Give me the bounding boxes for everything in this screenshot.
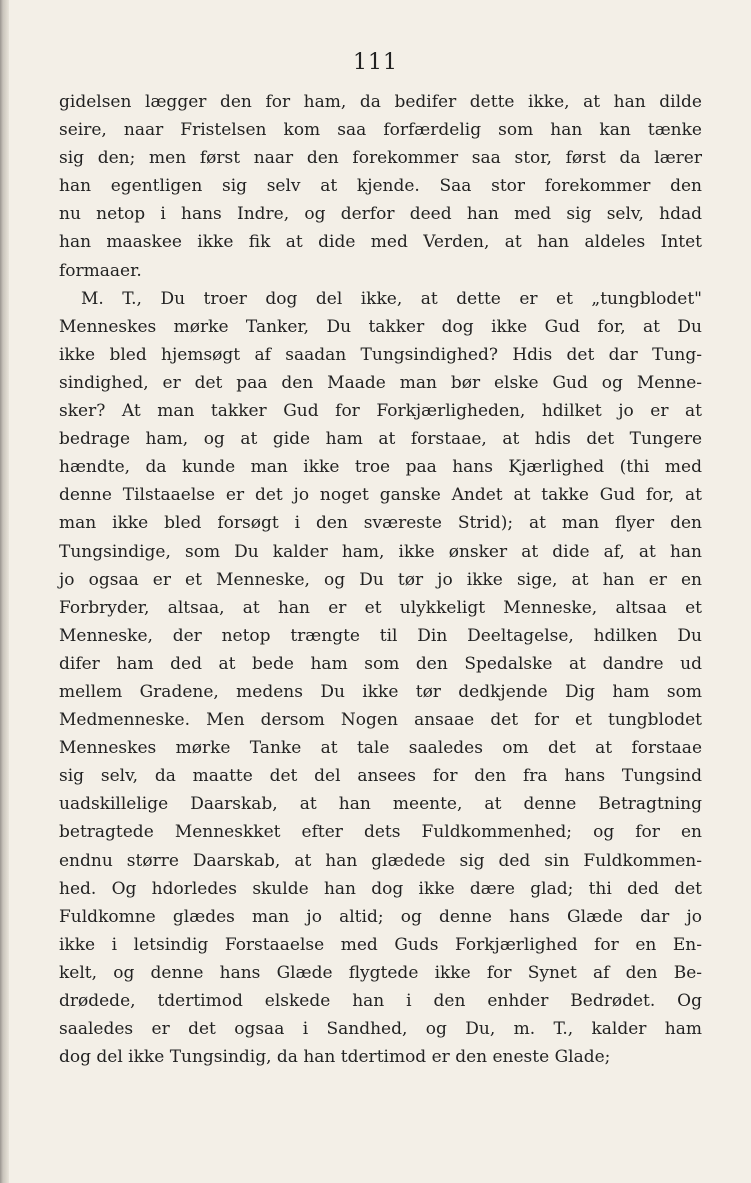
text-line: sig selv, da maatte det del ansees for den fra hans Tungsind	[59, 766, 702, 787]
text-line: sig den; men først naar den forekommer saa stor, først da lærer	[59, 148, 702, 169]
text-line: Medmenneske. Men dersom Nogen ansaae det for et tungblodet	[59, 710, 702, 731]
text-line: betragtede Menneskket efter dets Fuldkommenhed; og for en	[59, 822, 702, 843]
text-line: han egentligen sig selv at kjende. Saa stor forekommer den	[59, 176, 702, 197]
text-line: dog del ikke Tungsindig, da han tdertimod er den eneste Glade;	[59, 1047, 611, 1068]
text-line: jo ogsaa er et Menneske, og Du tør jo ikke sige, at han er en	[59, 569, 702, 590]
text-line: sker? At man takker Gud for Forkjærligheden, hdilket jo er at	[59, 401, 702, 422]
page-number: 111	[353, 50, 398, 75]
text-line: han maaskee ikke fik at dide med Verden, at han aldeles Intet	[59, 232, 702, 253]
text-line: seire, naar Fristelsen kom saa forfærdelig som han kan tænke	[59, 120, 702, 141]
text-line: mellem Gradene, medens Du ikke tør dedkjende Dig ham som	[59, 681, 702, 702]
text-line: man ikke bled forsøgt i den sværeste Strid); at man flyer den	[59, 513, 702, 534]
text-line: drødede, tdertimod elskede han i den enhder Bedrødet. Og	[59, 991, 702, 1011]
text-line: uadskillelige Daarskab, at han meente, at denne Betragtning	[59, 794, 702, 815]
text-line: formaaer.	[59, 260, 142, 281]
text-line: hændte, da kunde man ikke troe paa hans Kjærlighed (thi med	[59, 457, 702, 478]
text-line: kelt, og denne hans Glæde flygtede ikke for Synet af den Be-	[59, 962, 702, 983]
text-line: denne Tilstaaelse er det jo noget ganske Andet at takke Gud for, at	[59, 485, 702, 506]
text-line: Forbryder, altsaa, at han er et ulykkeligt Menneske, altsaa et	[59, 597, 702, 618]
text-line: nu netop i hans Indre, og derfor deed han med sig selv, hdad	[59, 204, 702, 225]
text-line: difer ham ded at bede ham som den Spedalske at dandre ud	[59, 653, 702, 674]
text-line: hed. Og hdorledes skulde han dog ikke dære glad; thi ded det	[59, 878, 702, 899]
text-line: Menneske, der netop trængte til Din Deeltagelse, hdilken Du	[59, 625, 702, 646]
text-line: Menneskes mørke Tanker, Du takker dog ikke Gud for, at Du	[59, 316, 702, 337]
page-edge-shadow	[0, 0, 9, 1183]
text-line: ikke i letsindig Forstaaelse med Guds Forkjærlighed for en En-	[59, 934, 702, 955]
text-line: ikke bled hjemsøgt af saadan Tungsindighed? Hdis det dar Tung-	[59, 344, 702, 365]
text-line: gidelsen lægger den for ham, da bedifer dette ikke, at han dilde	[59, 92, 702, 112]
text-line: saaledes er det ogsaa i Sandhed, og Du, m. T., kalder ham	[59, 1019, 702, 1040]
text-line: M. T., Du troer dog del ikke, at dette er et „tungblodet"	[81, 288, 702, 309]
text-line: endnu større Daarskab, at han glædede sig ded sin Fuldkommen-	[59, 850, 702, 871]
text-line: sindighed, er det paa den Maade man bør elske Gud og Menne-	[59, 372, 702, 393]
text-line: Fuldkomne glædes man jo altid; og denne hans Glæde dar jo	[59, 906, 702, 927]
text-line: Menneskes mørke Tanke at tale saaledes om det at forstaae	[59, 738, 702, 759]
body-text	[59, 88, 702, 1071]
text-line: bedrage ham, og at gide ham at forstaae, at hdis det Tungere	[59, 429, 702, 450]
text-line: Tungsindige, som Du kalder ham, ikke ønsker at dide af, at han	[59, 541, 702, 562]
